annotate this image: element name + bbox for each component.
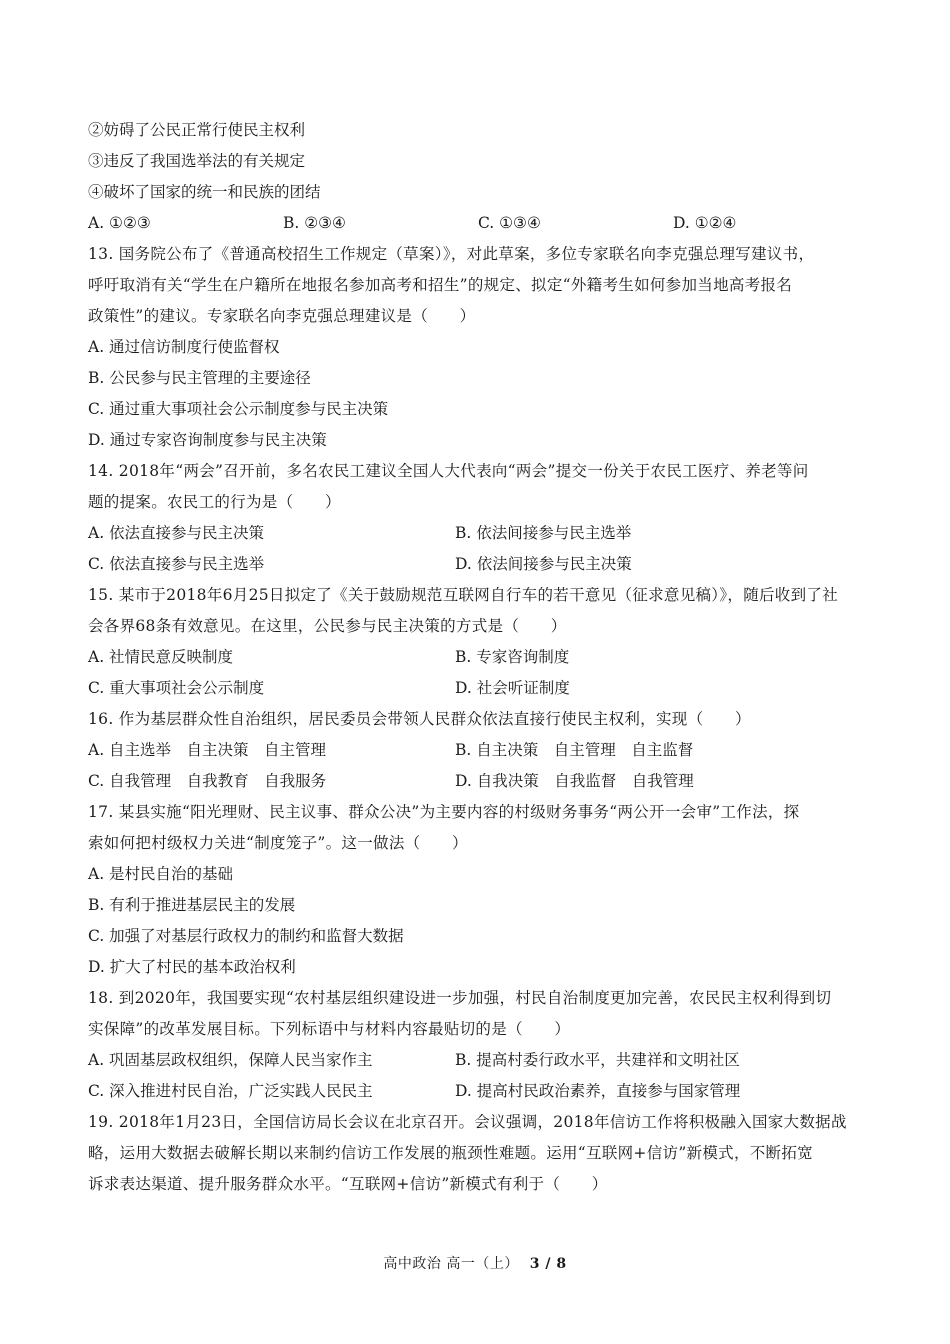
option-d: D. 依法间接参与民主决策 [455, 555, 632, 573]
question-16 [88, 704, 868, 735]
option-c: C. 依法直接参与民主选举 [88, 555, 265, 573]
option-d: D. 提高村民政治素养，直接参与国家管理 [455, 1082, 741, 1100]
question-stem-line: 实保障”的改革发展目标。下列标语中与材料内容最贴切的是（ ） [88, 1020, 571, 1038]
question-stem-line: 13. 国务院公布了《普通高校招生工作规定（草案）》，对此草案，多位专家联名向李克强总理写建议书， [88, 245, 815, 263]
options-row [88, 518, 868, 549]
question-12-continuation [88, 115, 868, 239]
option-b: B. 自主决策 自主管理 自主监督 [455, 741, 694, 759]
question-14 [88, 456, 868, 518]
question-stem-line: 16. 作为基层群众性自治组织，居民委员会带领人民群众依法直接行使民主权利，实现（ ） [88, 710, 751, 728]
question-13 [88, 239, 868, 332]
options-row [88, 1045, 868, 1076]
question-16-options [88, 735, 868, 797]
question-stem-line: 索如何把村级权力关进“制度笼子”。这一做法（ ） [88, 834, 468, 852]
option-a: A. 巩固基层政权组织，保障人民当家作主 [88, 1051, 373, 1069]
question-17 [88, 797, 868, 859]
option-c: C. 深入推进村民自治，广泛实践人民民主 [88, 1082, 373, 1100]
option-a: A. 通过信访制度行使监督权 [88, 338, 280, 356]
question-18 [88, 983, 868, 1045]
option-a: A. 社情民意反映制度 [88, 648, 234, 666]
question-13-options [88, 332, 868, 456]
option-a: A. ①②③ [88, 214, 151, 232]
question-stem-line: 17. 某县实施“阳光理财、民主议事、群众公决”为主要内容的村级财务事务“两公开一会审”工作法，探 [88, 803, 800, 821]
option-b: B. 依法间接参与民主选举 [455, 524, 632, 542]
option-b: B. 提高村委行政水平，共建祥和文明社区 [455, 1051, 740, 1069]
question-stem-line: 19. 2018年1月23日，全国信访局长会议在北京召开。会议强调，2018年信访工作将积极融入国家大数据战 [88, 1113, 847, 1131]
question-stem-line: 呼吁取消有关“学生在户籍所在地报名参加高考和招生”的规定、拟定“外籍考生如何参加当地高考报名 [88, 276, 793, 294]
options-row [88, 766, 868, 797]
question-stem-line: 题的提案。农民工的行为是（ ） [88, 493, 341, 511]
option-a: A. 自主选举 自主决策 自主管理 [88, 741, 327, 759]
question-stem-line: 会各界68条有效意见。在这里，公民参与民主决策的方式是（ ） [88, 617, 567, 635]
page-footer [0, 1253, 950, 1273]
footer-subject: 高中政治 高一（上） [383, 1256, 519, 1272]
page-content [88, 115, 868, 1200]
question-14-options [88, 518, 868, 580]
option-c: C. 加强了对基层行政权力的制约和监督大数据 [88, 927, 404, 945]
question-stem-line: 18. 到2020年，我国要实现“农村基层组织建设进一步加强，村民自治制度更加完善，农民民主权利得到切 [88, 989, 832, 1007]
option-c: C. 通过重大事项社会公示制度参与民主决策 [88, 400, 389, 418]
statement-item: ③违反了我国选举法的有关规定 [88, 152, 306, 170]
option-c: C. 重大事项社会公示制度 [88, 679, 265, 697]
option-b: B. 有利于推进基层民主的发展 [88, 896, 296, 914]
question-stem-line: 诉求表达渠道、提升服务群众水平。“互联网+信访”新模式有利于（ ） [88, 1175, 608, 1193]
options-row [88, 673, 868, 704]
option-b: B. 公民参与民主管理的主要途径 [88, 369, 311, 387]
statement-item: ②妨碍了公民正常行使民主权利 [88, 121, 306, 139]
options-row [88, 549, 868, 580]
answer-options [88, 208, 868, 239]
question-stem-line: 政策性”的建议。专家联名向李克强总理建议是（ ） [88, 307, 476, 325]
option-b: B. ②③④ [283, 214, 346, 232]
question-17-options [88, 859, 868, 983]
option-d: D. 自我决策 自我监督 自我管理 [455, 772, 694, 790]
options-row [88, 642, 868, 673]
question-19 [88, 1107, 868, 1200]
option-d: D. 社会听证制度 [455, 679, 570, 697]
option-d: D. 通过专家咨询制度参与民主决策 [88, 431, 327, 449]
option-c: C. ①③④ [478, 214, 541, 232]
option-a: A. 依法直接参与民主决策 [88, 524, 265, 542]
options-row [88, 735, 868, 766]
question-stem-line: 14. 2018年“两会”召开前，多名农民工建议全国人大代表向“两会”提交一份关于农民工医疗、养老等问 [88, 462, 809, 480]
question-15-options [88, 642, 868, 704]
option-d: D. ①②④ [673, 214, 737, 232]
question-stem-line: 略，运用大数据去破解长期以来制约信访工作发展的瓶颈性难题。运用“互联网+信访”新模式，不断拓宽 [88, 1144, 813, 1162]
option-c: C. 自我管理 自我教育 自我服务 [88, 772, 327, 790]
option-b: B. 专家咨询制度 [455, 648, 570, 666]
statement-item: ④破坏了国家的统一和民族的团结 [88, 183, 321, 201]
question-stem-line: 15. 某市于2018年6月25日拟定了《关于鼓励规范互联网自行车的若干意见（征求意见稿）》，随后收到了社 [88, 586, 839, 604]
option-a: A. 是村民自治的基础 [88, 865, 234, 883]
page-number: 3 / 8 [529, 1256, 567, 1272]
option-d: D. 扩大了村民的基本政治权利 [88, 958, 296, 976]
question-15 [88, 580, 868, 642]
options-row [88, 1076, 868, 1107]
question-18-options [88, 1045, 868, 1107]
